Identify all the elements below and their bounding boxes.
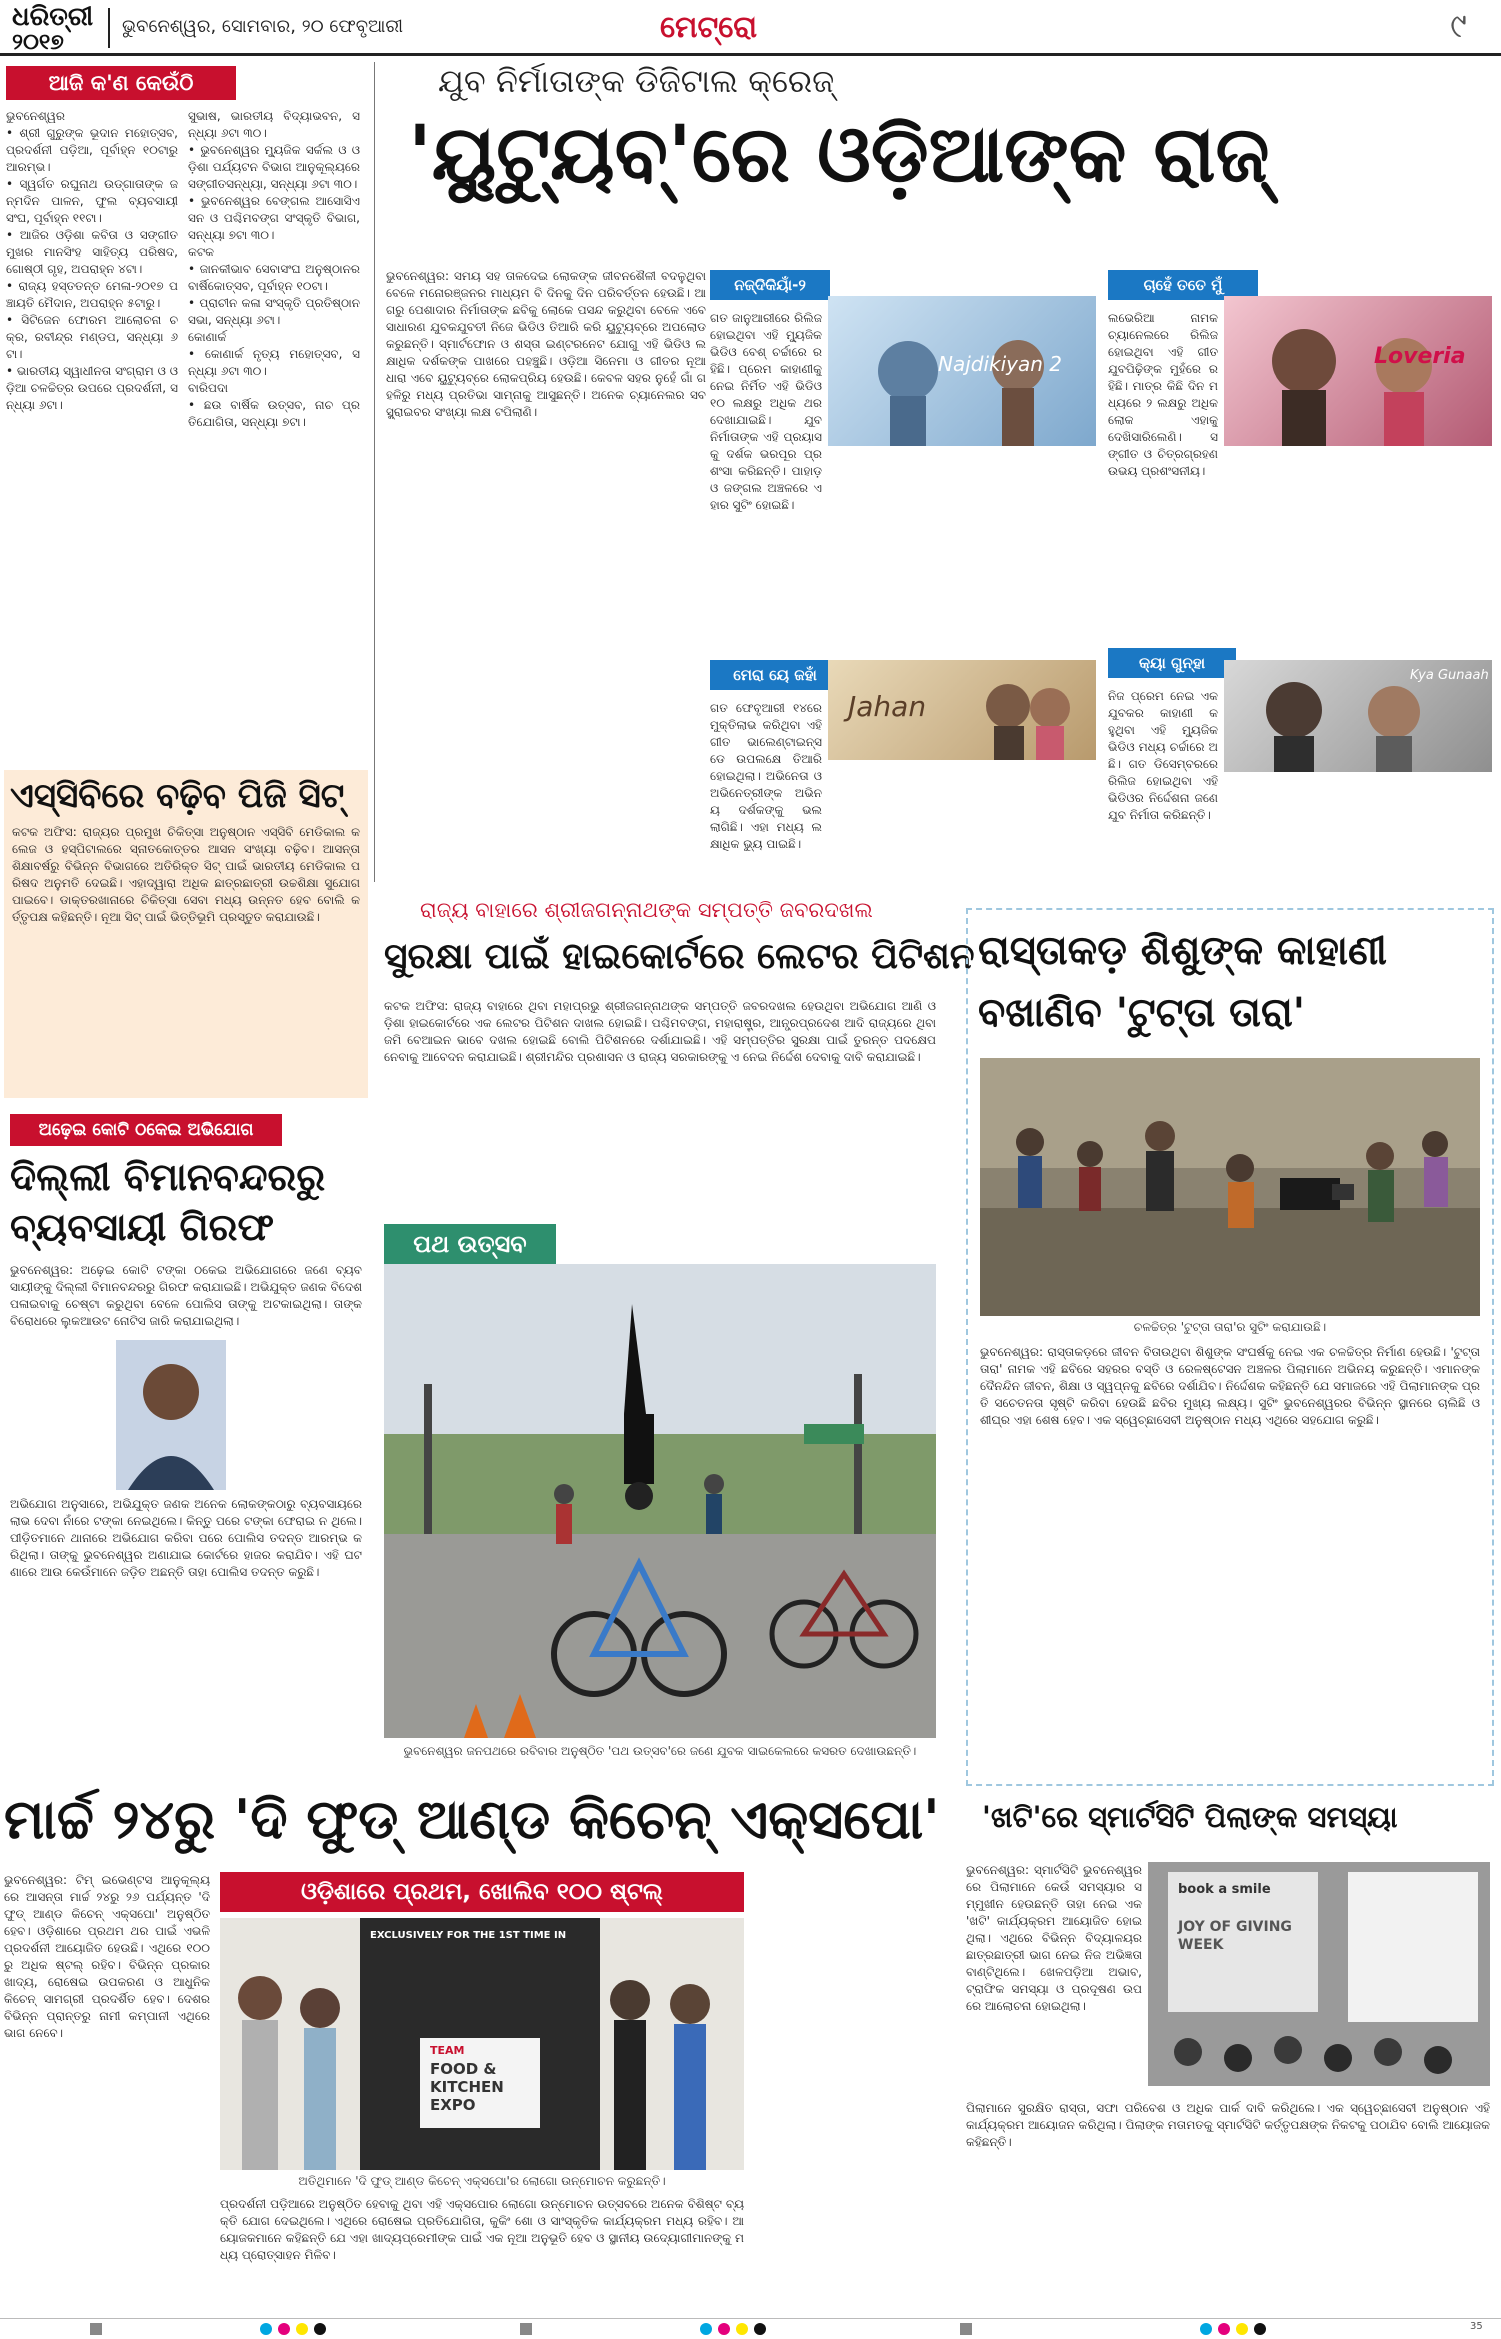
color-dot-black — [1254, 2323, 1266, 2335]
festival-story — [380, 1222, 940, 1778]
footer-bar — [0, 2318, 1501, 2339]
petition-kicker: ରାଜ୍ୟ ବାହାରେ ଶ୍ରୀଜଗନ୍ନାଥଙ୍କ ସମ୍ପତ୍ତି ଜବରଦଖଲ — [420, 898, 873, 922]
rule — [374, 62, 375, 882]
film-title: ନଜ୍ଦିକିୟାଁ-୨ — [734, 276, 806, 294]
film-poster — [828, 660, 1096, 760]
festival-photo — [384, 1264, 936, 1738]
film-poster-art — [1224, 296, 1492, 446]
color-dot-yellow — [1236, 2323, 1248, 2335]
color-dot-magenta — [718, 2323, 730, 2335]
page-marker: 35 — [1470, 2321, 1483, 2332]
masthead-logo: ଧରିତ୍ରୀ — [12, 2, 94, 32]
film-body: ଲଭେରିଆ ନାମକ ଚ୍ୟାନେଲରେ ରିଲିଜ ହୋଇଥିବା ଏହି ଗୀତ ଯୁବପିଢ଼ିଙ୍କ ମୁହଁରେ ରହିଛି। ମାତ୍ର କିଛି ଦିନ ମଧ୍ୟରେ ୨ ଲକ୍ଷରୁ ଅଧିକ ଲୋକ ଏହାକୁ ଦେଖିସାରିଲେଣି। ସଙ୍ଗୀତ ଓ ଚିତ୍ରଗ୍ରହଣ ଉଭୟ ପ୍ରଶଂସନୀୟ। — [1108, 311, 1218, 478]
smartcity-body-right: ପିଲାମାନେ ସୁରକ୍ଷିତ ରାସ୍ତା, ସଫା ପରିବେଶ ଓ ଅଧିକ ପାର୍କ ଦାବି କରିଥିଲେ। ଏକ ସ୍ୱେଚ୍ଛାସେବୀ ଅନୁଷ୍ଠାନ ଏହି କାର୍ଯ୍ୟକ୍ରମ ଆୟୋଜନ କରିଥିଲା। ପିଲାଙ୍କ ମତାମତକୁ ସ୍ମାର୍ଟସିଟି କର୍ତ୍ତୃପକ୍ଷଙ୍କ ନିକଟକୁ ପଠାଯିବ ବୋଲି ଆୟୋଜକ କହିଛନ୍ତି। — [966, 2101, 1490, 2149]
food-caption: ଅତିଥିମାନେ 'ଦି ଫୁଡ୍ ଆଣ୍ଡ କିଚେନ୍ ଏକ୍ସପୋ'ର ଲୋଗୋ ଉନ୍ମୋଚନ କରୁଛନ୍ତି। — [298, 2174, 666, 2188]
film-poster-label: Jahan — [848, 690, 927, 723]
film-card — [1108, 270, 1496, 650]
workshop-board-brand: book a smile — [1178, 1882, 1271, 1897]
film-shoot-scene — [980, 1058, 1480, 1316]
masthead — [0, 0, 1501, 56]
color-dot-yellow — [296, 2323, 308, 2335]
food-body-left: ଭୁବନେଶ୍ୱର: ଟିମ୍ ଇଭେଣ୍ଟସ ଆନୁକୂଲ୍ୟରେ ଆସନ୍ତା ମାର୍ଚ୍ଚ ୨୪ରୁ ୨୬ ପର୍ଯ୍ୟନ୍ତ 'ଦି ଫୁଡ୍ ଆଣ୍ଡ କିଚେନ୍ ଏକ୍ସପୋ' ଅନୁଷ୍ଠିତ ହେବ। ଓଡ଼ିଶାରେ ପ୍ରଥମ ଥର ପାଇଁ ଏଭଳି ପ୍ରଦର୍ଶନୀ ଆୟୋଜିତ ହେଉଛି। ଏଥିରେ ୧୦୦ରୁ ଅଧିକ ଷ୍ଟଲ୍ ରହିବ। ବିଭିନ୍ନ ପ୍ରକାର ଖାଦ୍ୟ, ରୋଷେଇ ଉପକରଣ ଓ ଆଧୁନିକ କିଚେନ୍ ସାମଗ୍ରୀ ପ୍ରଦର୍ଶିତ ହେବ। ଦେଶର ବିଭିନ୍ନ ପ୍ରାନ୍ତରୁ ନାମୀ କମ୍ପାନୀ ଏଥିରେ ଭାଗ ନେବେ। — [4, 1873, 210, 2040]
today-header — [6, 66, 236, 100]
registration-mark — [90, 2323, 102, 2335]
street-story — [966, 908, 1494, 1786]
masthead-section: ମେଟ୍ରୋ — [660, 10, 758, 45]
film-title: ମେରା ୟେ ଜହାଁ — [733, 666, 817, 684]
today-column-2: ସୁଭାଷ, ଭାରତୀୟ ବିଦ୍ୟାଭବନ, ସନ୍ଧ୍ୟା ୬ଟା ୩୦। • ଭୁବନେଶ୍ୱର ମ୍ୟୁଜିକ ସର୍କଲ ଓ ଓଡ଼ିଶା ପର୍ଯ୍ୟଟନ ବିଭାଗ ଆନୁକୂଲ୍ୟରେ ସଙ୍ଗୀତସନ୍ଧ୍ୟା, ସନ୍ଧ୍ୟା ୬ଟା ୩୦। • ଭୁବନେଶ୍ୱର ବେଙ୍ଗଲ ଆସୋସିଏସନ ଓ ପଶ୍ଚିମବଙ୍ଗ ସଂସ୍କୃତି ବିଭାଗ, ସନ୍ଧ୍ୟା ୭ଟା ୩୦। କଟକ • ଜାନକୀଭାବ ସେବାସଂଘ ଅନୁଷ୍ଠାନର ବାର୍ଷିକୋତ୍ସବ, ପୂର୍ବାହ୍ନ ୧୦ଟା। • ପ୍ରାଚୀନ କଳା ସଂସ୍କୃତି ପ୍ରତିଷ୍ଠାନ ସଭା, ସନ୍ଧ୍ୟା ୬ଟା। କୋଣାର୍କ • କୋଣାର୍କ ନୃତ୍ୟ ମହୋତ୍ସବ, ସନ୍ଧ୍ୟା ୬ଟା ୩୦। ବାରିପଦା • ଛଉ ବାର୍ଷିକ ଉତ୍ସବ, ନାଚ ପ୍ରତିଯୋଗିତା, ସନ୍ଧ୍ୟା ୭ଟା। — [188, 109, 360, 429]
masthead-dateline: ଭୁବନେଶ୍ୱର, ସୋମବାର, ୨୦ ଫେବୃଆରୀ — [122, 16, 404, 37]
food-photo — [220, 1918, 744, 2170]
color-dot-magenta — [278, 2323, 290, 2335]
arrest-photo — [116, 1340, 226, 1490]
workshop-board-title: JOY OF GIVING WEEK — [1178, 1919, 1292, 1953]
expo-banner-line: EXCLUSIVELY FOR THE 1ST TIME IN — [370, 1930, 567, 1941]
petition-headline: ସୁରକ୍ଷା ପାଇଁ ହାଇକୋର୍ଟରେ ଲେଟର ପିଟିଶନ — [384, 936, 975, 977]
film-poster — [828, 296, 1096, 446]
smartcity-headline: 'ଖଟି'ରେ ସ୍ମାର୍ଟସିଟି ପିଲାଙ୍କ ସମସ୍ୟା — [982, 1800, 1398, 1834]
youtube-body: ଭୁବନେଶ୍ୱର: ସମୟ ସହ ତାଳଦେଇ ଲୋକଙ୍କ ଜୀବନଶୈଳୀ ବଦଳୁଥିବା ବେଳେ ମନୋରଞ୍ଜନର ମାଧ୍ୟମ ବି ଦିନକୁ ଦିନ ପରିବର୍ତ୍ତନ ହେଉଛି। ଆଗରୁ ପେଶାଦାର ନିର୍ମାତାଙ୍କ ଛବିକୁ ଲୋକେ ପସନ୍ଦ କରୁଥିବା ବେଳେ ଏବେ ସାଧାରଣ ଯୁବକଯୁବତୀ ନିଜେ ଭିଡିଓ ତିଆରି କରି ୟୁଟ୍ୟୁବ୍ରେ ଅପଲୋଡ କରୁଛନ୍ତି। ସ୍ମାର୍ଟଫୋନ ଓ ଶସ୍ତା ଇଣ୍ଟରନେଟ ଯୋଗୁ ଏହି ଭିଡିଓ ଲକ୍ଷାଧିକ ଦର୍ଶକଙ୍କ ପାଖରେ ପହଞ୍ଚୁଛି। ଓଡ଼ିଆ ସିନେମା ଓ ଗୀତର ନୂଆ ଧାରା ଏବେ ୟୁଟ୍ୟୁବ୍ରେ ଲୋକପ୍ରିୟ ହେଉଛି। କେବଳ ସହର ନୁହେଁ ଗାଁ ଗହଳିରୁ ମଧ୍ୟ ପ୍ରତିଭା ସାମ୍ନାକୁ ଆସୁଛନ୍ତି। ଅନେକ ଚ୍ୟାନେଲର ସବସ୍କ୍ରାଇବର ସଂଖ୍ୟା ଲକ୍ଷ ଟପିଲାଣି। — [386, 269, 706, 419]
street-caption: ଚଳଚ୍ଚିତ୍ର 'ଟୁଟ୍‌ତା ତାରା'ର ସୁଟିଂ କରାଯାଉଛି। — [1133, 1320, 1327, 1334]
expo-banner-title-3: EXPO — [430, 2096, 476, 2114]
film-poster-label: Najdikiyan 2 — [938, 352, 1063, 376]
youtube-headline: 'ୟୁଟ୍ୟୁବ୍'ରେ ଓଡ଼ିଆଙ୍କ ରାଜ୍ — [408, 110, 1270, 200]
festival-tag-text: ପଥ ଉତ୍ସବ — [413, 1230, 527, 1258]
color-bar — [1200, 2323, 1290, 2335]
pg-seat-headline: ଏସ୍‌ସିବିରେ ବଢ଼ିବ ପିଜି ସିଟ୍ — [10, 776, 345, 816]
smartcity-story — [966, 1800, 1496, 2310]
color-dot-yellow — [736, 2323, 748, 2335]
film-poster-label: Kya Gunaah — [1410, 668, 1489, 683]
food-expo-story — [4, 1788, 964, 2308]
arrest-body-2: ଅଭିଯୋଗ ଅନୁସାରେ, ଅଭିଯୁକ୍ତ ଜଣକ ଅନେକ ଲୋକଙ୍କଠାରୁ ବ୍ୟବସାୟରେ ଲାଭ ଦେବା ନାଁରେ ଟଙ୍କା ନେଇଥିଲେ। କିନ୍ତୁ ପରେ ଟଙ୍କା ଫେରାଇ ନ ଥିଲେ। ପୀଡ଼ିତମାନେ ଥାନାରେ ଅଭିଯୋଗ କରିବା ପରେ ପୋଲିସ ତଦନ୍ତ ଆରମ୍ଭ କରିଥିଲା। ତାଙ୍କୁ ଭୁବନେଶ୍ୱର ଅଣାଯାଇ କୋର୍ଟରେ ହାଜର କରାଯିବ। ଏହି ଘଟଣାରେ ଆଉ କେଉଁମାନେ ଜଡ଼ିତ ଅଛନ୍ତି ତାହା ପୋଲିସ ତଦନ୍ତ କରୁଛି। — [10, 1497, 362, 1579]
color-dot-black — [754, 2323, 766, 2335]
logo-launch-scene — [220, 1918, 744, 2170]
cyclist-stunt-scene — [384, 1264, 936, 1738]
today-section — [6, 66, 366, 766]
petition-body: କଟକ ଅଫିସ: ରାଜ୍ୟ ବାହାରେ ଥିବା ମହାପ୍ରଭୁ ଶ୍ରୀଜଗନ୍ନାଥଙ୍କ ସମ୍ପତ୍ତି ଜବରଦଖଲ ହେଉଥିବା ଅଭିଯୋଗ ଆଣି ଓଡ଼ିଶା ହାଇକୋର୍ଟରେ ଏକ ଲେଟର ପିଟିଶନ ଦାଖଲ ହୋଇଛି। ପଶ୍ଚିମବଙ୍ଗ, ମହାରାଷ୍ଟ୍ର, ଆନ୍ଧ୍ରପ୍ରଦେଶ ଆଦି ରାଜ୍ୟରେ ଥିବା ଜମି ବେଆଇନ ଭାବେ ଦଖଲ ହୋଇଛି ବୋଲି ପିଟିଶନରେ ଦର୍ଶାଯାଇଛି। ଏହି ସମ୍ପତ୍ତିର ସୁରକ୍ଷା ପାଇଁ ତୁରନ୍ତ ପଦକ୍ଷେପ ନେବାକୁ ଆବେଦନ କରାଯାଇଛି। ଶ୍ରୀମନ୍ଦିର ପ୍ରଶାସନ ଓ ରାଜ୍ୟ ସରକାରଙ୍କୁ ଏ ନେଇ ନିର୍ଦ୍ଦେଶ ଦେବାକୁ ଦାବି କରାଯାଇଛି। — [384, 999, 936, 1064]
film-body: ଗତ ଫେବୃଆରୀ ୧୪ରେ ମୁକ୍ତିଲାଭ କରିଥିବା ଏହି ଗୀତ ଭାଲେଣ୍ଟାଇନ୍ସ ଡେ ଉପଲକ୍ଷେ ତିଆରି ହୋଇଥିଲା। ଅଭିନେତା ଓ ଅଭିନେତ୍ରୀଙ୍କ ଅଭିନୟ ଦର୍ଶକଙ୍କୁ ଭଲ ଲାଗିଛି। ଏହା ମଧ୍ୟ ଲକ୍ଷାଧିକ ଭ୍ୟୁ ପାଇଛି। — [710, 701, 822, 851]
food-subhead-text: ଓଡ଼ିଶାରେ ପ୍ରଥମ, ଖୋଲିବ ୧୦୦ ଷ୍ଟଲ୍ — [301, 1879, 663, 1905]
youtube-story — [378, 62, 1496, 892]
arrest-story — [4, 1108, 368, 1768]
film-title-tag — [1108, 648, 1236, 678]
arrest-headline: ଦିଲ୍ଲୀ ବିମାନବନ୍ଦରରୁ ବ୍ୟବସାୟୀ ଗିରଫ — [10, 1155, 326, 1249]
masthead-divider — [108, 8, 110, 48]
street-headline: ରାସ୍ତାକଡ଼ ଶିଶୁଙ୍କ କାହାଣୀ ବଖାଣିବ 'ଟୁଟ୍‌ତା ତାରା' — [978, 928, 1388, 1036]
film-card — [1108, 648, 1496, 880]
film-poster — [1224, 660, 1492, 772]
color-dot-cyan — [700, 2323, 712, 2335]
color-dot-cyan — [260, 2323, 272, 2335]
food-subhead — [220, 1872, 744, 1912]
film-title-tag — [710, 660, 840, 690]
film-body: ଗତ ଜାନୁଆରୀରେ ରିଲିଜ ହୋଇଥିବା ଏହି ମ୍ୟୁଜିକ ଭିଡିଓ ବେଶ୍ ଚର୍ଚ୍ଚାରେ ରହିଛି। ପ୍ରେମ କାହାଣୀକୁ ନେଇ ନିର୍ମିତ ଏହି ଭିଡିଓ ୧୦ ଲକ୍ଷରୁ ଅଧିକ ଥର ଦେଖାଯାଇଛି। ଯୁବ ନିର୍ମାତାଙ୍କ ଏହି ପ୍ରୟାସକୁ ଦର୍ଶକ ଭରପୂର ପ୍ରଶଂସା କରିଛନ୍ତି। ପାହାଡ଼ ଓ ଜଙ୍ଗଲ ଅଞ୍ଚଳରେ ଏହାର ସୁଟିଂ ହୋଇଛି। — [710, 311, 822, 512]
food-body-mid: ପ୍ରଦର୍ଶନୀ ପଡ଼ିଆରେ ଅନୁଷ୍ଠିତ ହେବାକୁ ଥିବା ଏହି ଏକ୍ସପୋର ଲୋଗୋ ଉନ୍ମୋଚନ ଉତ୍ସବରେ ଅନେକ ବିଶିଷ୍ଟ ବ୍ୟକ୍ତି ଯୋଗ ଦେଇଥିଲେ। ଏଥିରେ ରୋଷେଇ ପ୍ରତିଯୋଗିତା, କୁକିଂ ଶୋ ଓ ସାଂସ୍କୃତିକ କାର୍ଯ୍ୟକ୍ରମ ମଧ୍ୟ ରହିବ। ଆୟୋଜକମାନେ କହିଛନ୍ତି ଯେ ଏହା ଖାଦ୍ୟପ୍ରେମୀଙ୍କ ପାଇଁ ଏକ ନୂଆ ଅନୁଭୂତି ହେବ ଓ ସ୍ଥାନୀୟ ଉଦ୍ୟୋଗୀମାନଙ୍କୁ ମଧ୍ୟ ପ୍ରୋତ୍ସାହନ ମିଳିବ। — [220, 2197, 744, 2262]
street-photo — [980, 1058, 1480, 1316]
today-header-text: ଆଜି କ'ଣ କେଉଁଠି — [48, 70, 194, 95]
arrest-tag-text: ଅଢ଼େଇ କୋଟି ଠକେଇ ଅଭିଯୋଗ — [38, 1120, 254, 1140]
today-column-1: ଭୁବନେଶ୍ୱର • ଶ୍ରୀ ଗୁରୁଙ୍କ ଭୂଦାନ ମହୋତ୍ସବ, ପ୍ରଦର୍ଶନୀ ପଡ଼ିଆ, ପୂର୍ବାହ୍ନ ୧୦ଟାରୁ ଆରମ୍ଭ। • ସ୍ୱର୍ଗତ ରଘୁନାଥ ଉଡ୍ଗାତାଙ୍କ ଜନ୍ମଦିନ ପାଳନ, ଫୁଲ ବ୍ୟବସାୟୀ ସଂଘ, ପୂର୍ବାହ୍ନ ୧୧ଟା। • ଆଜିର ଓଡ଼ିଶା କବିତା ଓ ସଙ୍ଗୀତ ମୁଖର ମାନସିଂହ ସାହିତ୍ୟ ପରିଷଦ, ଗୋଷ୍ଠୀ ଗୃହ, ଅପରାହ୍ନ ୪ଟା। • ରାଜ୍ୟ ହସ୍ତତନ୍ତ ମେଳା-୨୦୧୭ ପଞ୍ଚାୟତି ମୈଦାନ, ଅପରାହ୍ନ ୫ଟାରୁ। • ସିଟିଜେନ ଫୋରମ ଆଲୋଚନା ଚକ୍ର, ରବୀନ୍ଦ୍ର ମଣ୍ଡପ, ସନ୍ଧ୍ୟା ୬ଟା। • ଭାରତୀୟ ସ୍ୱାଧୀନତା ସଂଗ୍ରାମ ଓ ଓଡ଼ିଆ ଚଳଚ୍ଚିତ୍ର ଉପରେ ପ୍ରଦର୍ଶନୀ, ସନ୍ଧ୍ୟା ୬ଟା। — [6, 109, 178, 412]
film-card — [710, 660, 1102, 880]
masthead-year: ୨୦୧୭ — [12, 30, 64, 55]
registration-mark — [520, 2323, 532, 2335]
film-card — [710, 270, 1102, 650]
expo-banner-title-1: FOOD & — [430, 2060, 497, 2078]
smartcity-photo — [1148, 1862, 1490, 2086]
person-portrait — [116, 1340, 226, 1490]
pg-seat-body: କଟକ ଅଫିସ: ରାଜ୍ୟର ପ୍ରମୁଖ ଚିକିତ୍ସା ଅନୁଷ୍ଠାନ ଏସ୍‌ସିବି ମେଡିକାଲ କଲେଜ ଓ ହସ୍ପିଟାଲରେ ସ୍ନାତକୋତ୍ତର ଆସନ ସଂଖ୍ୟା ବଢ଼ିବ। ଆସନ୍ତା ଶିକ୍ଷାବର୍ଷରୁ ବିଭିନ୍ନ ବିଭାଗରେ ଅତିରିକ୍ତ ସିଟ୍ ପାଇଁ ଭାରତୀୟ ମେଡିକାଲ ପରିଷଦ ଅନୁମତି ଦେଇଛି। ଏହାଦ୍ୱାରା ଅଧିକ ଛାତ୍ରଛାତ୍ରୀ ଉଚ୍ଚଶିକ୍ଷା ସୁଯୋଗ ପାଇବେ। ଡାକ୍ତରଖାନାରେ ଚିକିତ୍ସା ସେବା ମଧ୍ୟ ଉନ୍ନତ ହେବ ବୋଲି କର୍ତ୍ତୃପକ୍ଷ କହିଛନ୍ତି। ନୂଆ ସିଟ୍ ପାଇଁ ଭିତ୍ତିଭୂମି ପ୍ରସ୍ତୁତ କରାଯାଉଛି। — [12, 825, 360, 924]
smartcity-body-left: ଭୁବନେଶ୍ୱର: ସ୍ମାର୍ଟସିଟି ଭୁବନେଶ୍ୱରରେ ପିଲାମାନେ କେଉଁ ସମସ୍ୟାର ସମ୍ମୁଖୀନ ହେଉଛନ୍ତି ତାହା ନେଇ ଏକ 'ଖଟି' କାର୍ଯ୍ୟକ୍ରମ ଆୟୋଜିତ ହୋଇଥିଲା। ଏଥିରେ ବିଭିନ୍ନ ବିଦ୍ୟାଳୟର ଛାତ୍ରଛାତ୍ରୀ ଭାଗ ନେଇ ନିଜ ଅଭିଜ୍ଞତା ବାଣ୍ଟିଥିଲେ। ଖେଳପଡ଼ିଆ ଅଭାବ, ଟ୍ରାଫିକ ସମସ୍ୟା ଓ ପ୍ରଦୂଷଣ ଉପରେ ଆଲୋଚନା ହୋଇଥିଲା। — [966, 1863, 1142, 2013]
street-body: ଭୁବନେଶ୍ୱର: ରାସ୍ତାକଡ଼ରେ ଜୀବନ ବିତାଉଥିବା ଶିଶୁଙ୍କ ସଂଘର୍ଷକୁ ନେଇ ଏକ ଚଳଚ୍ଚିତ୍ର ନିର୍ମାଣ ହେଉଛି। 'ଟୁଟ୍‌ତା ତାରା' ନାମକ ଏହି ଛବିରେ ସହରର ବସ୍ତି ଓ ରେଳଷ୍ଟେସନ ଅଞ୍ଚଳର ପିଲାମାନେ ଅଭିନୟ କରୁଛନ୍ତି। ଏମାନଙ୍କ ଦୈନନ୍ଦିନ ଜୀବନ, ଶିକ୍ଷା ଓ ସ୍ୱପ୍ନକୁ ଛବିରେ ଦର୍ଶାଯିବ। ନିର୍ଦ୍ଦେଶକ କହିଛନ୍ତି ଯେ ସମାଜରେ ଏହି ପିଲାମାନଙ୍କ ପ୍ରତି ସଚେତନତା ସୃଷ୍ଟି କରିବା ହେଉଛି ଛବିର ମୁଖ୍ୟ ଲକ୍ଷ୍ୟ। ସୁଟିଂ ଭୁବନେଶ୍ୱରର ବିଭିନ୍ନ ସ୍ଥାନରେ ଚାଲିଛି ଓ ଶୀଘ୍ର ଏହା ଶେଷ ହେବ। ଏକ ସ୍ୱେଚ୍ଛାସେବୀ ଅନୁଷ୍ଠାନ ମଧ୍ୟ ଏଥିରେ ସହଯୋଗ କରୁଛି। — [980, 1345, 1480, 1427]
color-bar — [700, 2323, 790, 2335]
film-title: କ୍ୟା ଗୁନ୍‌ହା — [1138, 654, 1206, 672]
expo-banner-title-2: KITCHEN — [430, 2078, 504, 2096]
film-poster — [1224, 296, 1492, 446]
color-dot-black — [314, 2323, 326, 2335]
festival-caption: ଭୁବନେଶ୍ୱର ଜନପଥରେ ରବିବାର ଅନୁଷ୍ଠିତ 'ପଥ ଉତ୍ସବ'ରେ ଜଣେ ଯୁବକ ସାଇକେଲରେ କସରତ ଦେଖାଉଛନ୍ତି। — [403, 1744, 917, 1758]
film-title-tag — [710, 270, 830, 300]
color-dot-magenta — [1218, 2323, 1230, 2335]
youtube-kicker: ଯୁବ ନିର୍ମାତାଙ୍କ ଡିଜିଟାଲ କ୍ରେଜ୍ — [438, 62, 835, 100]
film-body: ନିଜ ପ୍ରେମ ନେଇ ଏକ ଯୁବକର କାହାଣୀ କହୁଥିବା ଏହି ମ୍ୟୁଜିକ ଭିଡିଓ ମଧ୍ୟ ଚର୍ଚ୍ଚାରେ ଅଛି। ଗତ ଡିସେମ୍ବରରେ ରିଲିଜ ହୋଇଥିବା ଏହି ଭିଡିଓର ନିର୍ଦ୍ଦେଶନା ଜଣେ ଯୁବ ନିର୍ମାତା କରିଛନ୍ତି। — [1108, 689, 1218, 822]
arrest-tag — [10, 1114, 282, 1146]
petition-story — [380, 898, 975, 1210]
expo-banner-brand: TEAM — [430, 2044, 465, 2057]
color-dot-cyan — [1200, 2323, 1212, 2335]
arrest-body-1: ଭୁବନେଶ୍ୱର: ଅଢ଼େଇ କୋଟି ଟଙ୍କା ଠକେଇ ଅଭିଯୋଗରେ ଜଣେ ବ୍ୟବସାୟୀଙ୍କୁ ଦିଲ୍ଲୀ ବିମାନବନ୍ଦରରୁ ଗିରଫ କରାଯାଇଛି। ଅଭିଯୁକ୍ତ ଜଣକ ବିଦେଶ ପଳାଇବାକୁ ଚେଷ୍ଟା କରୁଥିବା ବେଳେ ପୋଲିସ ତାଙ୍କୁ ଅଟକାଇଥିଲା। ତାଙ୍କ ବିରୋଧରେ ଲୁକଆଉଟ ନୋଟିସ ଜାରି କରାଯାଇଥିଲା। — [10, 1263, 362, 1328]
festival-tag — [384, 1224, 556, 1264]
film-title: ଚାହେଁ ତତେ ମୁଁ — [1143, 276, 1223, 294]
food-headline: ମାର୍ଚ୍ଚ ୨୪ରୁ 'ଦି ଫୁଡ୍ ଆଣ୍ଡ କିଚେନ୍ ଏକ୍ସପୋ' — [4, 1788, 940, 1851]
color-bar — [260, 2323, 350, 2335]
pg-seat-story — [4, 770, 368, 1098]
registration-mark — [960, 2323, 972, 2335]
film-poster-label: Loveria — [1374, 344, 1466, 369]
page-number: ୯ — [1450, 6, 1467, 46]
